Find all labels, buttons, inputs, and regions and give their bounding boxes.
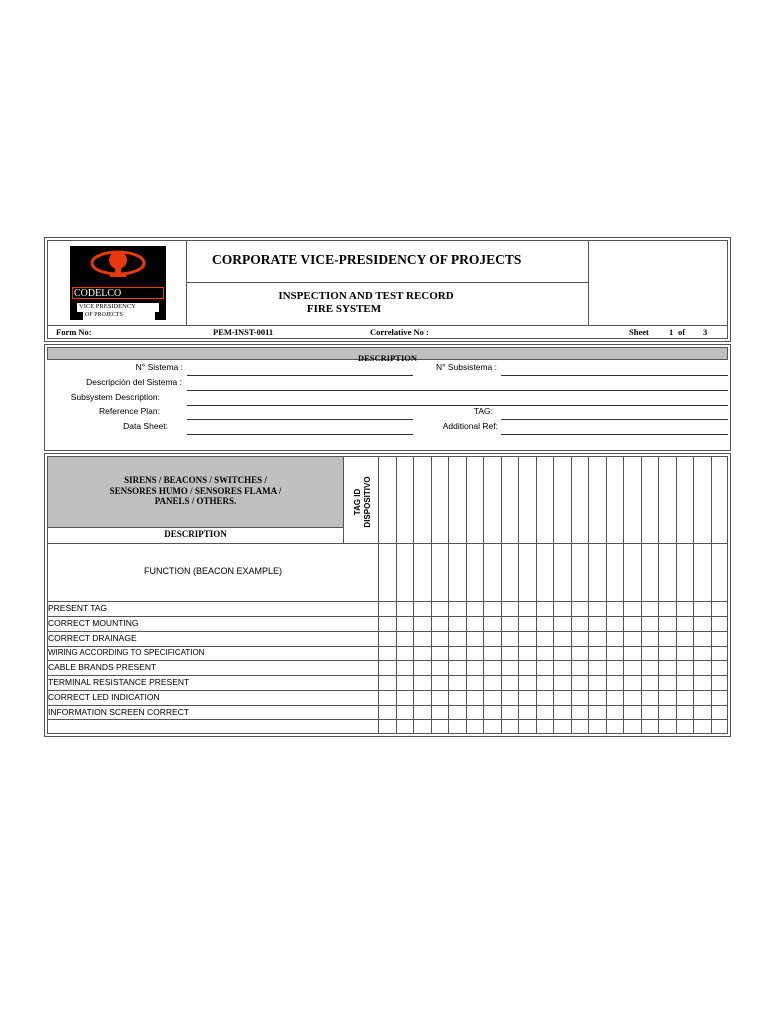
device-types-line-3: PANELS / OTHERS.: [154, 496, 237, 506]
sistema-label: N° Sistema :: [135, 362, 183, 372]
descripcion-label: Descripción del Sistema :: [86, 377, 182, 387]
subsistema-field[interactable]: [501, 375, 728, 376]
function-label: FUNCTION (BEACON EXAMPLE): [143, 566, 282, 576]
codelco-logo: [70, 246, 166, 320]
device-column-14: [606, 456, 607, 734]
system-title: FIRE SYSTEM: [306, 303, 382, 315]
device-column-11: [553, 456, 554, 734]
device-column-3: [413, 456, 414, 734]
logo-subtitle-1: VICE PRESIDENCY: [79, 303, 136, 310]
item-correct-led: CORRECT LED INDICATION: [48, 692, 160, 702]
row-line-3: [47, 646, 728, 647]
item-information-screen: INFORMATION SCREEN CORRECT: [48, 707, 190, 717]
form-no-value: PEM-INST-0011: [213, 327, 274, 337]
logo-sub-box: [77, 303, 159, 312]
device-column-19: [693, 456, 694, 734]
page-title: CORPORATE VICE-PRESIDENCY OF PROJECTS: [212, 252, 522, 267]
device-column-5: [448, 456, 449, 734]
reference-plan-field[interactable]: [187, 419, 413, 420]
sheet-label: Sheet: [629, 327, 649, 337]
device-types-header: [48, 457, 343, 527]
sheet-number: 1: [669, 327, 674, 337]
data-sheet-field[interactable]: [187, 434, 413, 435]
device-header-bottom: [47, 527, 344, 528]
item-correct-drainage: CORRECT DRAINAGE: [48, 633, 137, 643]
row-line-4: [47, 660, 728, 661]
row-line-8: [47, 719, 728, 720]
tag-field[interactable]: [501, 419, 728, 420]
description-title-bar: [47, 347, 728, 363]
record-title: INSPECTION AND TEST RECORD: [278, 290, 454, 302]
descripcion-field[interactable]: [187, 390, 728, 391]
tag-label: TAG:: [473, 406, 493, 416]
additional-ref-field[interactable]: [501, 434, 728, 435]
device-column-15: [623, 456, 624, 734]
item-wiring-specification: WIRING ACCORDING TO SPECIFICATION: [48, 648, 205, 657]
device-column-1: [378, 456, 379, 734]
form-no-label: Form No:: [56, 327, 92, 337]
device-types-line-2: SENSORES HUMO / SENSORES FLAMA /: [109, 485, 282, 496]
tag-id-header: [345, 472, 377, 532]
header-divider-right: [588, 240, 589, 325]
row-line-1: [47, 616, 728, 617]
device-column-12: [571, 456, 572, 734]
codelco-emblem-icon: [70, 246, 166, 286]
device-column-8: [501, 456, 502, 734]
tag-id-line-2: DISPOSITIVO: [363, 476, 372, 528]
row-line-6: [47, 690, 728, 691]
device-column-9: [518, 456, 519, 734]
device-column-13: [588, 456, 589, 734]
subsystem-description-label: Subsystem Description:: [70, 392, 160, 402]
checklist-description-label: DESCRIPTION: [164, 529, 227, 539]
device-column-17: [658, 456, 659, 734]
subsistema-label: N° Subsistema :: [435, 362, 497, 372]
item-correct-mounting: CORRECT MOUNTING: [48, 618, 139, 628]
device-column-2: [396, 456, 397, 734]
additional-ref-label: Additional Ref:: [442, 421, 498, 431]
reference-plan-label: Reference Plan:: [99, 406, 160, 416]
row-line-2: [47, 631, 728, 632]
function-row-bottom: [47, 601, 728, 602]
sistema-field[interactable]: [187, 375, 413, 376]
checklist-header-bottom: [47, 543, 728, 544]
data-sheet-label: Data Sheet:: [123, 421, 168, 431]
item-cable-brands: CABLE BRANDS PRESENT: [48, 662, 157, 672]
sheet-total: 3: [703, 327, 708, 337]
device-column-10: [536, 456, 537, 734]
device-column-4: [431, 456, 432, 734]
device-column-6: [466, 456, 467, 734]
row-line-7: [47, 705, 728, 706]
sheet-of: of: [678, 327, 686, 337]
device-types-line-1: SIRENS / BEACONS / SWITCHES /: [124, 475, 267, 485]
header-divider-mid: [186, 282, 588, 283]
tag-column-left: [343, 456, 344, 543]
description-title: DESCRIPTION: [357, 353, 418, 363]
device-column-16: [641, 456, 642, 734]
row-line-5: [47, 675, 728, 676]
tag-id-line-1: TAG ID: [353, 488, 362, 516]
logo-name-box: [72, 287, 164, 299]
device-column-20: [711, 456, 712, 734]
item-present-tag: PRESENT TAG: [48, 603, 108, 613]
device-column-7: [483, 456, 484, 734]
logo-sub-box-2: [83, 312, 155, 320]
logo-subtitle-2: OF PROJECTS: [85, 312, 123, 318]
correlative-label: Correlative No :: [370, 327, 429, 337]
header-divider-bottom: [47, 325, 728, 326]
device-column-18: [676, 456, 677, 734]
item-terminal-resistance: TERMINAL RESISTANCE PRESENT: [48, 677, 190, 687]
logo-name: CODELCO: [74, 288, 122, 299]
